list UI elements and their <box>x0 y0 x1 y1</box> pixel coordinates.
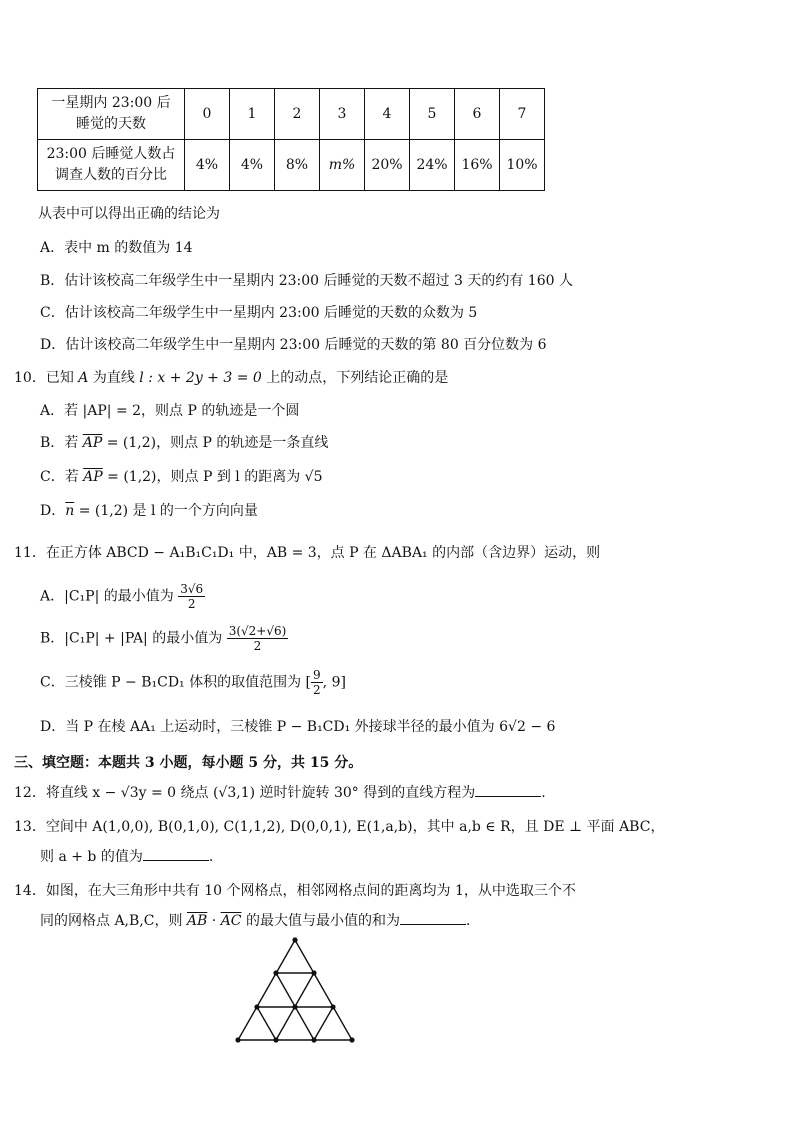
q9-stem: 从表中可以得出正确的结论为 <box>38 206 220 222</box>
grid-point <box>292 1004 297 1009</box>
fraction <box>178 582 205 611</box>
grid-point <box>311 1037 316 1042</box>
q10-stem <box>14 367 448 387</box>
q10-option-c-prefix: C．若 <box>40 469 84 485</box>
row1-header-line2: 睡觉的天数 <box>76 116 146 132</box>
grid-points <box>235 937 354 1042</box>
q11-option-c-text: C．三棱锥 P − B₁CD₁ 体积的取值范围为 [ <box>40 674 312 691</box>
grid-point <box>254 1004 259 1009</box>
q9-option-b: B．估计该校高二年级学生中一星期内 23:00 后睡觉的天数不超过 3 天的约有 160 人 <box>40 273 573 289</box>
grid-point <box>273 1037 278 1042</box>
q11-option-a-text: A．|C₁P| 的最小值为 <box>40 588 174 605</box>
table-cell: 20% <box>365 140 410 191</box>
table-cell: m% <box>320 140 365 191</box>
q13-line2 <box>40 846 213 866</box>
table-cell: 6 <box>455 89 500 140</box>
table-cell: 8% <box>275 140 320 191</box>
q9-option-c: C．估计该校高二年级学生中一星期内 23:00 后睡觉的天数的众数为 5 <box>40 305 478 321</box>
q10-stem-A: A <box>78 370 89 386</box>
answer-blank <box>143 846 209 861</box>
table-row <box>38 89 545 140</box>
q10-option-a: A．若 |AP| = 2，则点 P 的轨迹是一个圆 <box>40 403 300 419</box>
table-cell: 2 <box>275 89 320 140</box>
q14-line2 <box>40 910 470 930</box>
fraction <box>311 668 323 697</box>
row2-header-line1: 23:00 后睡觉人数占 <box>46 146 176 162</box>
fraction-denominator: 2 <box>187 597 196 611</box>
triangle-grid-figure <box>228 932 364 1048</box>
q11-option-b <box>40 624 288 653</box>
table-row <box>38 140 545 191</box>
grid-point <box>311 970 316 975</box>
fraction-numerator: 3(√2+√6) <box>228 624 287 638</box>
table-cell: 0 <box>185 89 230 140</box>
vector-ac: $\overline{AC}$ <box>220 913 242 929</box>
row2-header <box>38 140 185 191</box>
q14-line1: 14．如图，在大三角形中共有 10 个网格点，相邻网格点间的距离均为 1，从中选取三个不 <box>14 883 576 899</box>
q10-option-c <box>40 466 323 486</box>
diagonal-line <box>257 1007 276 1040</box>
vector-ap: $\overline{AP}$ <box>82 435 103 451</box>
grid-point <box>292 937 297 942</box>
q10-line-equation: l : x + 2y + 3 = 0 <box>139 370 262 386</box>
grid-point <box>235 1037 240 1042</box>
vector-ap: $\overline{AP}$ <box>83 469 103 485</box>
q10-stem-b: 为直线 <box>88 370 140 386</box>
q10-option-b-suffix: = (1,2)，则点 P 的轨迹是一条直线 <box>102 435 329 451</box>
diagonal-line <box>314 1007 333 1040</box>
dot-operator: · <box>207 913 221 929</box>
q13-line2-text: 则 a + b 的值为 <box>40 849 143 865</box>
vector-ab: $\overline{AB}$ <box>186 913 208 929</box>
table-cell: 3 <box>320 89 365 140</box>
answer-blank <box>400 910 466 925</box>
q12 <box>14 782 546 802</box>
grid-point <box>330 1004 335 1009</box>
vector-n: $\overline{n}$ <box>65 503 75 519</box>
q11-stem: 11．在正方体 ABCD − A₁B₁C₁D₁ 中，AB = 3，点 P 在 ΔABA₁ 的内部（含边界）运动，则 <box>14 545 601 561</box>
table-cell: 10% <box>500 140 545 191</box>
grid-point <box>349 1037 354 1042</box>
table-cell: 1 <box>230 89 275 140</box>
q11-option-d: D．当 P 在棱 AA₁ 上运动时，三棱锥 P − B₁CD₁ 外接球半径的最小值为 6√2 − 6 <box>40 719 556 735</box>
q10-stem-a: 10．已知 <box>14 370 79 386</box>
q9-option-a: A．表中 m 的数值为 14 <box>40 240 193 256</box>
grid-point <box>273 970 278 975</box>
section-heading: 三、填空题：本题共 3 小题，每小题 5 分，共 15 分。 <box>14 755 363 771</box>
q10-option-b-prefix: B．若 <box>40 435 83 451</box>
table-cell: 4% <box>185 140 230 191</box>
q12-text: 12．将直线 x − √3y = 0 绕点 (√3,1) 逆时针旋转 30° 得到的直线方程为 <box>14 785 476 801</box>
q10-option-c-suffix: = (1,2)，则点 P 到 l 的距离为 √5 <box>102 469 323 485</box>
q10-option-b <box>40 432 328 452</box>
outer-triangle <box>238 940 352 1040</box>
q12-end: . <box>541 785 546 801</box>
row2-header-line2: 调查人数的百分比 <box>55 167 167 183</box>
fraction-numerator: 3√6 <box>180 582 204 596</box>
q10-option-d <box>40 500 258 520</box>
q11-option-c <box>40 668 346 697</box>
answer-blank <box>475 782 541 797</box>
table-cell: 4% <box>230 140 275 191</box>
fraction <box>227 624 289 653</box>
fraction-denominator: 2 <box>253 639 262 653</box>
table-cell: 7 <box>500 89 545 140</box>
survey-table <box>37 88 545 191</box>
table-cell: 5 <box>410 89 455 140</box>
q10-option-d-suffix: = (1,2) 是 l 的一个方向向量 <box>74 503 258 519</box>
q14-end: . <box>465 913 471 929</box>
grid-lines <box>238 940 352 1040</box>
row1-header <box>38 89 185 140</box>
q13-end: . <box>208 849 214 865</box>
q10-option-d-prefix: D． <box>40 503 66 519</box>
q14-line2-suffix: 的最大值与最小值的和为 <box>241 913 400 929</box>
table-cell: 16% <box>455 140 500 191</box>
q13-line1: 13．空间中 A(1,0,0), B(0,1,0), C(1,1,2), D(0,0,1), E(1,a,b)，其中 a,b ∈ R，且 DE ⊥ 平面 ABC， <box>14 819 665 835</box>
q11-option-a <box>40 582 205 611</box>
q14-line2-prefix: 同的网格点 A,B,C，则 <box>40 913 187 929</box>
q11-option-c-end: , 9] <box>322 674 346 691</box>
q11-option-b-text: B．|C₁P| + |PA| 的最小值为 <box>40 630 223 647</box>
fraction-numerator: 9 <box>313 668 321 682</box>
q9-option-d: D．估计该校高二年级学生中一星期内 23:00 后睡觉的天数的第 80 百分位数为 6 <box>40 337 547 353</box>
table-cell: 4 <box>365 89 410 140</box>
table-cell: 24% <box>410 140 455 191</box>
row1-header-line1: 一星期内 23:00 后 <box>51 95 171 111</box>
q10-stem-c: 上的动点，下列结论正确的是 <box>261 370 449 386</box>
fraction-denominator: 2 <box>313 683 321 697</box>
